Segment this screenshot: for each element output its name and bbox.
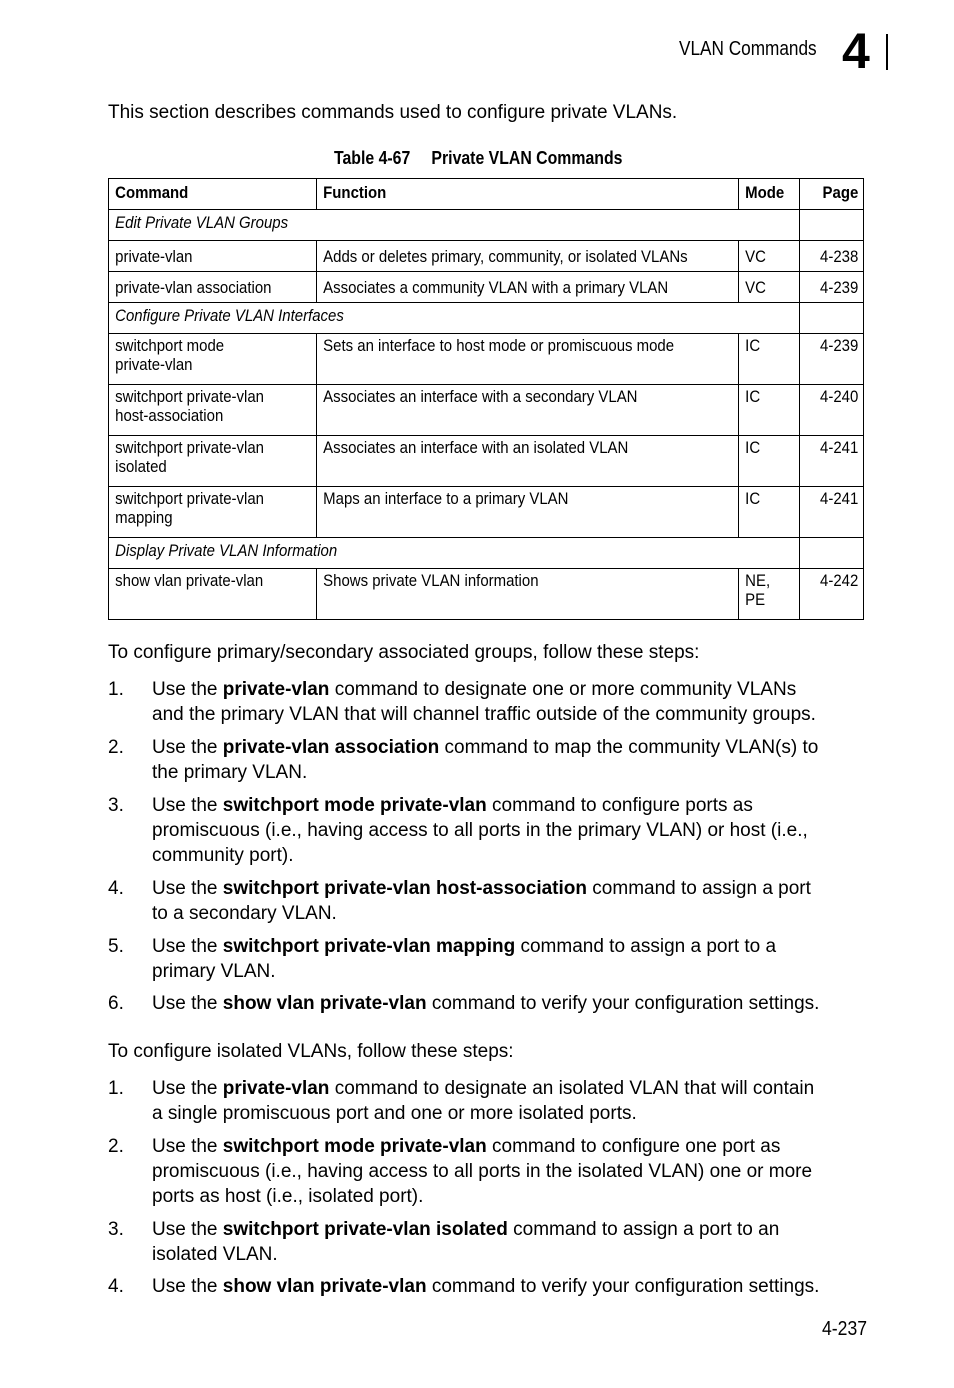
mode-cell: VC — [739, 241, 800, 272]
function-cell: Sets an interface to host mode or promiscuous mode — [316, 334, 738, 385]
table-row — [109, 334, 864, 385]
mode-cell: NE, PE — [739, 569, 800, 620]
table-caption-title: Private VLAN Commands — [431, 148, 623, 168]
command-cell: show vlan private-vlan — [109, 569, 317, 620]
page-cell: 4-239 — [800, 334, 864, 385]
column-header: Command — [109, 179, 317, 210]
section1-lead: To configure primary/secondary associated groups, follow these steps: — [108, 642, 700, 663]
function-cell: Associates a community VLAN with a primary VLAN — [316, 272, 738, 303]
function-cell: Shows private VLAN information — [316, 569, 738, 620]
function-cell: Associates an interface with a secondary VLAN — [316, 385, 738, 436]
mode-cell: IC — [739, 334, 800, 385]
table-row — [109, 436, 864, 487]
command-name: show vlan private-vlan — [222, 993, 427, 1014]
section2-lead: To configure isolated VLANs, follow these steps: — [108, 1041, 514, 1062]
page-number: 4-237 — [822, 1318, 868, 1340]
table-caption — [334, 148, 622, 169]
table-row — [109, 272, 864, 303]
private-vlan-commands-table — [108, 178, 864, 620]
step-number: 6. — [108, 993, 124, 1014]
intro-paragraph: This section describes commands used to configure private VLANs. — [108, 102, 678, 123]
mode-cell: IC — [739, 487, 800, 538]
command-cell: switchport private-vlan host-association — [109, 385, 317, 436]
table-group-row — [109, 538, 864, 569]
table-row — [109, 487, 864, 538]
page-cell: 4-238 — [800, 241, 864, 272]
command-cell: switchport private-vlan mapping — [109, 487, 317, 538]
page-cell: 4-241 — [800, 436, 864, 487]
page-cell: 4-240 — [800, 385, 864, 436]
step-number: 2. — [108, 737, 124, 758]
function-cell: Adds or deletes primary, community, or isolated VLANs — [316, 241, 738, 272]
page-cell: 4-242 — [800, 569, 864, 620]
command-cell: private-vlan association — [109, 272, 317, 303]
function-cell: Maps an interface to a primary VLAN — [316, 487, 738, 538]
step-number: 5. — [108, 936, 124, 957]
command-name: show vlan private-vlan — [222, 1276, 427, 1297]
table-header-row — [109, 179, 864, 210]
group-title: Configure Private VLAN Interfaces — [109, 303, 800, 334]
empty-cell — [800, 303, 864, 334]
table-row — [109, 241, 864, 272]
column-header: Function — [316, 179, 738, 210]
page-cell: 4-241 — [800, 487, 864, 538]
step-number: 3. — [108, 795, 124, 816]
step-number: 1. — [108, 679, 124, 700]
chapter-divider — [886, 34, 888, 70]
function-cell: Associates an interface with an isolated VLAN — [316, 436, 738, 487]
mode-cell: IC — [739, 385, 800, 436]
command-name: switchport private-vlan isolated — [222, 1219, 508, 1240]
group-title: Edit Private VLAN Groups — [109, 210, 800, 241]
command-name: switchport private-vlan mapping — [222, 936, 516, 957]
mode-cell: IC — [739, 436, 800, 487]
table-group-row — [109, 210, 864, 241]
command-cell: private-vlan — [109, 241, 317, 272]
command-cell: switchport mode private-vlan — [109, 334, 317, 385]
table-caption-label: Table 4-67 — [334, 148, 411, 168]
running-header-title: VLAN Commands — [679, 38, 817, 60]
step-number: 2. — [108, 1136, 124, 1157]
table-group-row — [109, 303, 864, 334]
empty-cell — [800, 538, 864, 569]
step-number: 4. — [108, 878, 124, 899]
column-header: Page — [800, 179, 864, 210]
command-name: private-vlan — [222, 679, 330, 700]
command-name: private-vlan association — [222, 737, 440, 758]
command-name: switchport mode private-vlan — [222, 1136, 487, 1157]
command-name: private-vlan — [222, 1078, 330, 1099]
step-number: 4. — [108, 1276, 124, 1297]
column-header: Mode — [739, 179, 800, 210]
empty-cell — [800, 210, 864, 241]
command-name: switchport mode private-vlan — [222, 795, 487, 816]
table-row — [109, 569, 864, 620]
page-cell: 4-239 — [800, 272, 864, 303]
step-number: 1. — [108, 1078, 124, 1099]
step-number: 3. — [108, 1219, 124, 1240]
command-cell: switchport private-vlan isolated — [109, 436, 317, 487]
mode-cell: VC — [739, 272, 800, 303]
group-title: Display Private VLAN Information — [109, 538, 800, 569]
table-row — [109, 385, 864, 436]
command-name: switchport private-vlan host-association — [222, 878, 588, 899]
chapter-number: 4 — [842, 23, 870, 79]
